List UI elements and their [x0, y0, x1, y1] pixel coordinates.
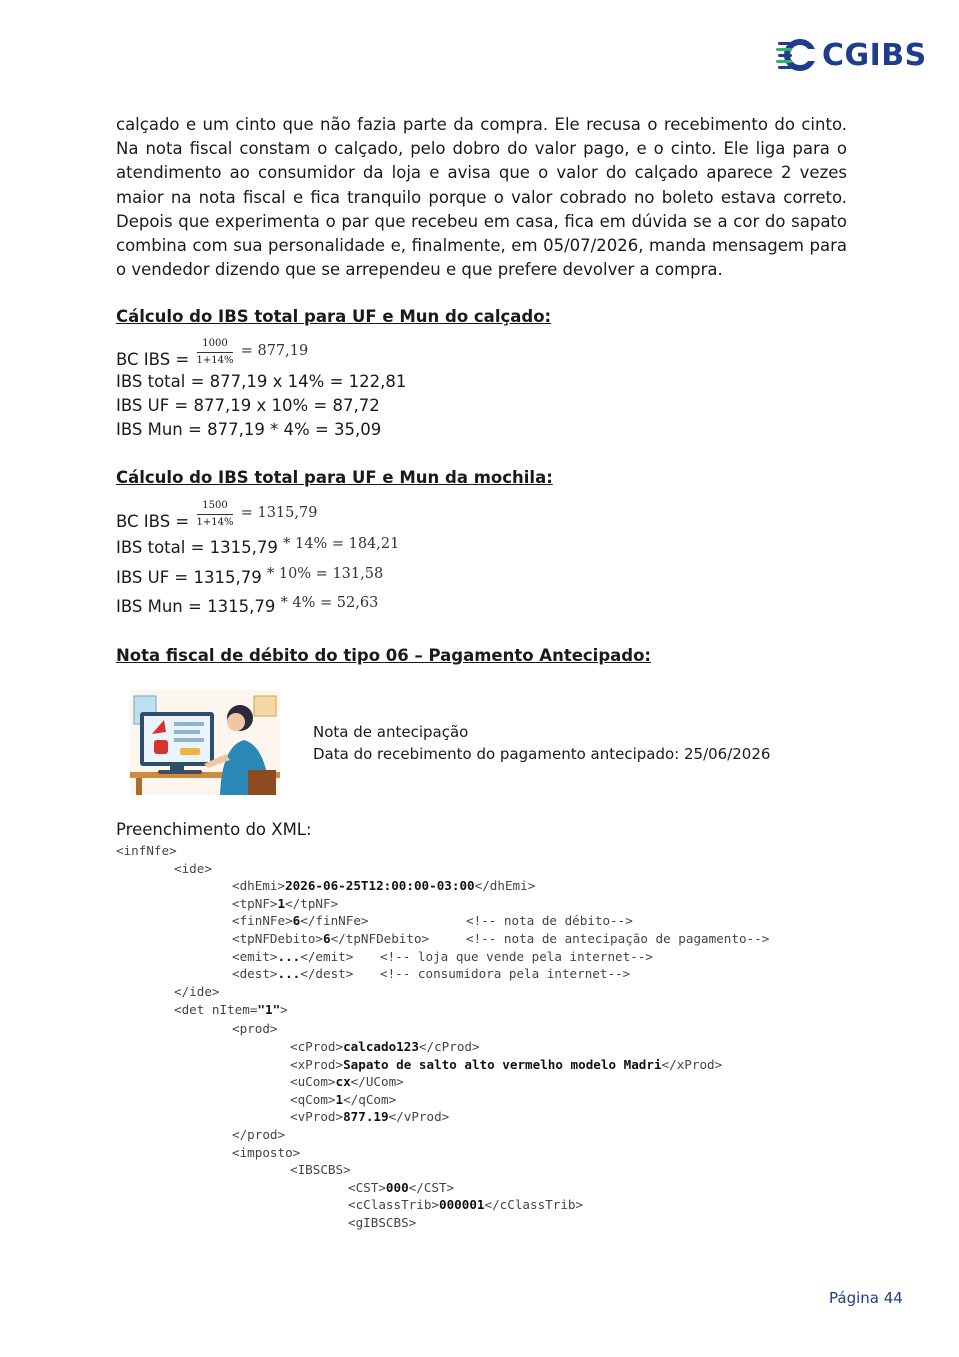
- bc-fraction: [197, 500, 234, 529]
- ibs-uf-math: * 10% = 131,58: [266, 566, 384, 582]
- xml-line-CST: [348, 1180, 454, 1195]
- xml-tag: <vProd>: [290, 1109, 344, 1124]
- xml-value: 1: [277, 896, 286, 911]
- xml-tag: >: [280, 1002, 288, 1017]
- xml-comment: <!-- nota de débito-->: [466, 913, 633, 928]
- xml-value: 6: [292, 913, 301, 928]
- xml-tag: </vProd>: [388, 1109, 450, 1124]
- xml-line-gIBSCBS: [348, 1215, 416, 1230]
- xml-tag: <prod>: [232, 1021, 278, 1036]
- xml-comment: <!-- loja que vende pela internet-->: [380, 949, 653, 964]
- xml-tag: <tpNFDebito>: [232, 931, 323, 946]
- xml-value: 877.19: [343, 1109, 389, 1124]
- xml-label: Preenchimento do XML:: [116, 820, 312, 839]
- calc-mochila-ibs-uf: [116, 568, 383, 587]
- xml-tag: </CST>: [408, 1180, 455, 1195]
- xml-line-IBSCBS: [290, 1162, 351, 1177]
- xml-value: 000: [385, 1180, 409, 1195]
- xml-value: 1: [335, 1092, 344, 1107]
- xml-line-infNfe: [116, 843, 177, 858]
- xml-line-ide-close: [174, 984, 220, 999]
- data-recebimento-label: Data do recebimento do pagamento antecipado: 25/06/2026: [313, 745, 771, 763]
- xml-tag: <xProd>: [290, 1057, 344, 1072]
- online-shopping-illustration: [130, 690, 280, 795]
- ibs-total-math: * 14% = 184,21: [283, 536, 400, 552]
- xml-tag: <imposto>: [232, 1145, 301, 1160]
- bc-result: = 877,19: [240, 343, 309, 359]
- bc-denominator: 1+14%: [196, 355, 234, 366]
- xml-line-prod-close: [232, 1127, 285, 1142]
- cgibs-logo-icon: [776, 34, 816, 76]
- nota-antecipacao-label: Nota de antecipação: [313, 723, 469, 741]
- xml-tag: <IBSCBS>: [290, 1162, 351, 1177]
- xml-tag: <dest>: [232, 966, 278, 981]
- xml-line-det: [174, 1002, 288, 1017]
- xml-tag: </cProd>: [418, 1039, 480, 1054]
- xml-value: cx: [335, 1074, 351, 1089]
- ibs-mun-label: IBS Mun = 1315,79: [116, 597, 276, 616]
- logo-text: CGIBS: [822, 37, 927, 73]
- xml-line-cProd: [290, 1039, 480, 1054]
- calc-calcado-ibs-mun: IBS Mun = 877,19 * 4% = 35,09: [116, 420, 382, 439]
- xml-tag: </cClassTrib>: [484, 1197, 584, 1212]
- xml-tag: </tpNFDebito>: [330, 931, 430, 946]
- xml-tag: </dhEmi>: [474, 878, 536, 893]
- xml-tag: <infNfe>: [116, 843, 177, 858]
- xml-line-uCom: [290, 1074, 404, 1089]
- xml-tag: </UCom>: [350, 1074, 404, 1089]
- xml-tag: </emit>: [300, 949, 354, 964]
- xml-tag: <cProd>: [290, 1039, 344, 1054]
- xml-line-xProd: [290, 1057, 722, 1072]
- calc-mochila-ibs-total: [116, 538, 399, 557]
- xml-tag: <gIBSCBS>: [348, 1215, 417, 1230]
- bc-result: = 1315,79: [240, 505, 318, 521]
- bc-label: BC IBS =: [116, 512, 190, 531]
- xml-line-dhEmi: [232, 878, 535, 893]
- bc-numerator: 1500: [197, 500, 234, 515]
- xml-line-vProd: [290, 1109, 449, 1124]
- xml-line-qCom: [290, 1092, 396, 1107]
- xml-value: Sapato de salto alto vermelho modelo Madri: [343, 1057, 662, 1072]
- xml-line-finNFe: [232, 913, 369, 928]
- xml-line-imposto: [232, 1145, 300, 1160]
- xml-tag: <dhEmi>: [232, 878, 286, 893]
- xml-tag: <det nItem=: [174, 1002, 258, 1017]
- bc-numerator: 1000: [197, 338, 234, 353]
- calc-mochila-bc: [116, 500, 318, 537]
- xml-line-dest: [232, 966, 353, 981]
- xml-tag: </qCom>: [343, 1092, 397, 1107]
- intro-paragraph: calçado e um cinto que não fazia parte da compra. Ele recusa o recebimento do cinto. Na nota fiscal constam o calçado, pelo dobro do valor pago, e o cinto. Ele liga para o atendimento ao consumidor da loja e avisa que o valor do calçado aparece 2 vezes maior na nota fiscal e fica tranquilo porque o valor cobrado no boleto estava correto. Depois que experimenta o par que recebeu em casa, fica em dúvida se a cor do sapato combina com sua personalidade e, finalmente, em 05/07/2026, manda mensagem para o vendedor dizendo que se arrependeu e que prefere devolver a compra.: [116, 115, 847, 280]
- xml-tag: <emit>: [232, 949, 278, 964]
- xml-comment: <!-- consumidora pela internet-->: [380, 966, 631, 981]
- calc-calcado-bc: [116, 338, 309, 375]
- bc-denominator: 1+14%: [196, 517, 234, 528]
- bc-label: BC IBS =: [116, 350, 190, 369]
- xml-value: 2026-06-25T12:00:00-03:00: [285, 878, 475, 893]
- calc-calcado-ibs-total: IBS total = 877,19 x 14% = 122,81: [116, 372, 407, 391]
- xml-tag: <CST>: [348, 1180, 386, 1195]
- xml-line-prod-open: [232, 1021, 278, 1036]
- calc-mochila-ibs-mun: [116, 597, 378, 616]
- xml-value: 6: [323, 931, 331, 946]
- xml-value: 000001: [439, 1197, 485, 1212]
- xml-line-emit: [232, 949, 353, 964]
- xml-tag: <uCom>: [290, 1074, 336, 1089]
- ibs-mun-math: * 4% = 52,63: [280, 595, 379, 611]
- xml-line-tpNFDebito: [232, 931, 429, 946]
- xml-tag: <ide>: [174, 861, 212, 876]
- ibs-total-label: IBS total = 1315,79: [116, 538, 278, 557]
- calc-calcado-ibs-uf: IBS UF = 877,19 x 10% = 87,72: [116, 396, 380, 415]
- page-number: Página 44: [829, 1289, 903, 1307]
- xml-tag: </xProd>: [661, 1057, 723, 1072]
- xml-line-tpNF: [232, 896, 338, 911]
- cgibs-logo: [776, 34, 927, 76]
- xml-tag: </dest>: [300, 966, 354, 981]
- xml-tag: <tpNF>: [232, 896, 278, 911]
- xml-value: "1": [257, 1002, 281, 1017]
- xml-tag: </ide>: [174, 984, 220, 999]
- xml-tag: </prod>: [232, 1127, 286, 1142]
- xml-value: calcado123: [343, 1039, 419, 1054]
- calc-calcado-heading: Cálculo do IBS total para UF e Mun do calçado:: [116, 307, 552, 326]
- xml-tag: <cClassTrib>: [348, 1197, 439, 1212]
- xml-value: ...: [277, 966, 301, 981]
- xml-tag: <qCom>: [290, 1092, 336, 1107]
- ibs-uf-label: IBS UF = 1315,79: [116, 568, 262, 587]
- xml-tag: <finNFe>: [232, 913, 293, 928]
- calc-mochila-heading: Cálculo do IBS total para UF e Mun da mochila:: [116, 468, 553, 487]
- nota-debito-heading: Nota fiscal de débito do tipo 06 – Pagamento Antecipado:: [116, 646, 652, 665]
- xml-comment: <!-- nota de antecipação de pagamento-->: [466, 931, 770, 946]
- xml-line-ide-open: [174, 861, 212, 876]
- xml-line-cClassTrib: [348, 1197, 583, 1212]
- xml-tag: </finNFe>: [300, 913, 369, 928]
- xml-value: ...: [277, 949, 301, 964]
- xml-tag: </tpNF>: [285, 896, 339, 911]
- bc-fraction: [197, 338, 234, 367]
